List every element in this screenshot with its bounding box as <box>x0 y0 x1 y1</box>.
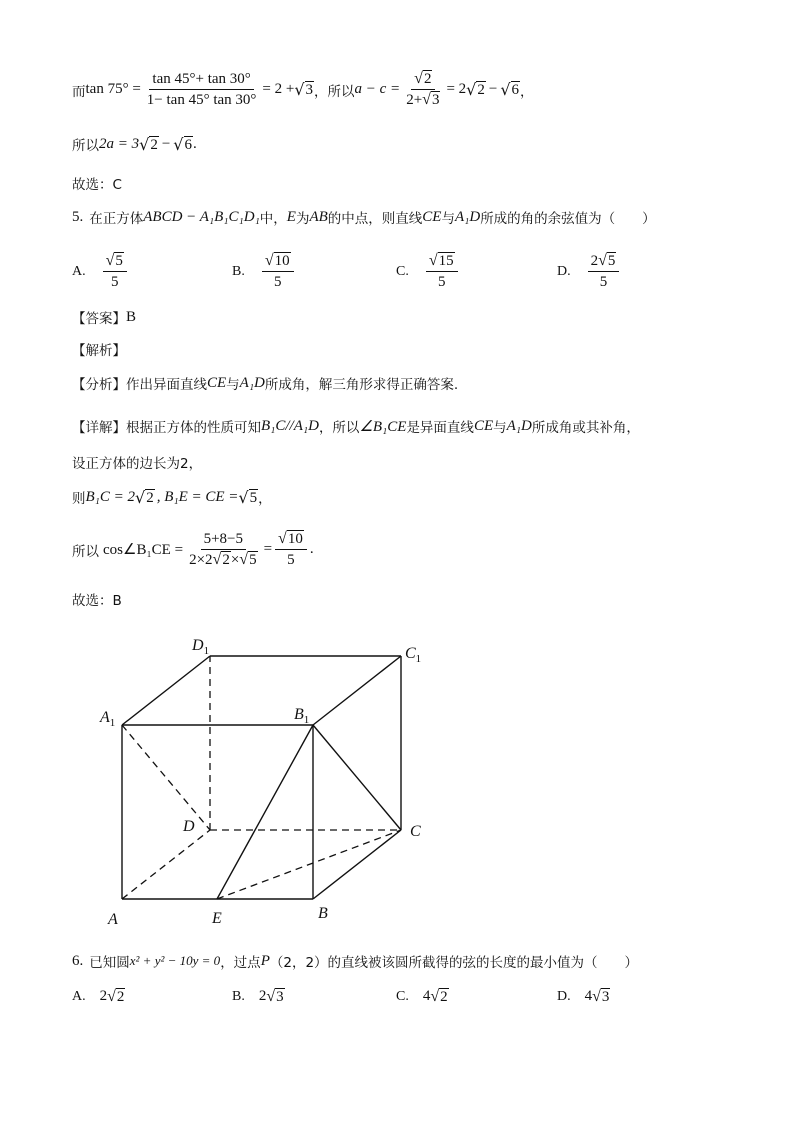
radicand: 2 <box>222 552 230 568</box>
text: 与 <box>226 377 240 393</box>
den: 5 <box>437 274 446 290</box>
fenxi-tag: 【分析】 <box>72 377 126 393</box>
answer-choice-1: 故选：C <box>72 177 122 193</box>
parallel-statement: B₁C//A₁D <box>261 417 319 434</box>
coef: 2 <box>99 988 108 1004</box>
radicand: 2 <box>423 71 432 87</box>
coef: 2 <box>258 988 267 1004</box>
text: 在正方体 <box>89 211 144 227</box>
coef: 2 <box>590 253 599 269</box>
text: . <box>193 135 197 152</box>
text: 而 <box>72 83 86 100</box>
option-label: C. <box>396 263 409 279</box>
radicand: 15 <box>438 253 454 269</box>
coef: 4 <box>422 988 431 1004</box>
text: 中， <box>259 211 287 227</box>
segment-B1-C <box>313 725 401 830</box>
q6-option-c[interactable]: C. 4 √ 2 <box>396 988 448 1005</box>
hidden-edge-A-D <box>122 830 210 899</box>
eq: = <box>263 541 273 557</box>
radicand: 2 <box>477 82 485 98</box>
text: 所以 <box>72 543 99 560</box>
q5-option-c[interactable]: C. √ 15 5 <box>396 252 461 291</box>
line-a1d: A₁D <box>506 417 532 434</box>
option-label: C. <box>396 988 409 1004</box>
cos-lhs: cos∠B₁CE = <box>103 542 184 558</box>
cube-name: ABCD − A₁B₁C₁D₁ <box>143 208 260 225</box>
line-a1d: A₁D <box>454 208 481 225</box>
text: 作出异面直线 <box>126 377 207 393</box>
q6-option-a[interactable]: A. 2 √ 2 <box>72 988 125 1005</box>
radicand: 5 <box>115 253 123 269</box>
q5-option-a[interactable]: A. √ 5 5 <box>72 252 130 291</box>
point-p: P <box>260 952 270 969</box>
radicand: 2 <box>116 989 125 1005</box>
angle: ∠B₁CE <box>359 418 407 435</box>
label-D: D <box>183 818 195 835</box>
label-A: A <box>108 911 118 928</box>
radicand: 2 <box>146 489 154 506</box>
text: 与 <box>493 420 507 436</box>
text: 为 <box>295 211 310 227</box>
question-number: 5. <box>72 208 84 225</box>
hidden-segment-A1-D <box>122 725 210 830</box>
answer-value: B <box>126 308 137 325</box>
den: 2×2 <box>189 552 213 568</box>
text: 已知圆 <box>89 955 130 971</box>
eq: = <box>128 81 141 97</box>
minus: − <box>161 135 171 152</box>
den: 5 <box>111 274 119 290</box>
text: ，过点 <box>220 955 261 971</box>
option-label: D. <box>557 988 571 1004</box>
radicand: 5 <box>607 253 616 269</box>
radicand: 3 <box>431 92 440 108</box>
ratio-fraction: √ 2 2+ √ 3 <box>406 70 440 108</box>
q5-option-d[interactable]: D. 2 √ 5 5 <box>557 252 622 291</box>
label-D1: $D_1$ <box>192 637 210 657</box>
q6-option-d[interactable]: D. 4 √ 3 <box>557 988 610 1005</box>
radicand: 5 <box>249 489 258 506</box>
numerator: tan 45°+ tan 30° <box>149 70 253 90</box>
text: . <box>309 541 314 557</box>
text: 所以 <box>72 138 99 154</box>
text: ， <box>258 491 272 507</box>
text: 的中点，则直线 <box>327 211 423 227</box>
radicand: 10 <box>287 531 303 547</box>
analysis-tag: 【解析】 <box>72 343 126 359</box>
option-label: B. <box>232 988 245 1004</box>
radicand: 3 <box>276 989 284 1005</box>
radicand: 3 <box>305 82 314 98</box>
radicand: 5 <box>249 552 257 568</box>
radicand: 6 <box>184 136 192 153</box>
sqrt: √ 6 <box>500 80 520 99</box>
sqrt: √ 3 <box>294 80 314 99</box>
text: 则 <box>72 491 86 507</box>
a-minus-c: a − c = <box>354 81 401 97</box>
sqrt: √ 5 <box>238 487 258 507</box>
option-label: D. <box>557 263 571 279</box>
edge-A1-D1 <box>122 656 210 725</box>
sqrt: √ 2 <box>466 80 485 99</box>
option-label: B. <box>232 263 245 279</box>
den: 5 <box>273 274 282 290</box>
coef: 4 <box>584 988 593 1004</box>
label-C: C <box>410 823 421 840</box>
radicand: 2 <box>440 989 448 1005</box>
label-B1: $B_1$ <box>294 706 310 726</box>
edge-B1-C1 <box>313 656 401 725</box>
answer-choice-2: 故选：B <box>72 593 122 609</box>
rhs: = 2 + <box>262 81 295 97</box>
cos-fraction: 5+8−5 2×2 √ 2 × √ 5 <box>189 531 257 568</box>
text: （2，2）的直线被该圆所截得的弦的长度的最小值为（ ） <box>269 955 639 971</box>
rhs2: = 2 <box>446 81 467 97</box>
sqrt: √ 6 <box>173 134 192 154</box>
result-fraction: √ 10 5 <box>275 530 307 569</box>
den: 5 <box>599 274 608 290</box>
minus: − <box>488 81 498 97</box>
den: 2+ <box>406 92 423 108</box>
point: E <box>286 208 296 225</box>
line-a1d: A₁D <box>239 374 265 391</box>
numerator: 5+8−5 <box>201 530 246 550</box>
circle-equation: x² + y² − 10y = 0 <box>129 953 221 968</box>
text: ，所以 <box>318 420 360 436</box>
label-B: B <box>318 905 328 922</box>
setup-line: 设正方体的边长为2， <box>72 456 203 472</box>
text: ， <box>520 83 534 100</box>
q5-option-b[interactable]: B. √ 10 5 <box>232 252 297 291</box>
radicand: 6 <box>511 82 520 98</box>
text: ，所以 <box>314 83 355 100</box>
segment: AB <box>309 208 328 225</box>
option-label: A. <box>72 988 86 1004</box>
tan75: tan 75° <box>85 81 129 97</box>
text: 是异面直线 <box>406 420 474 436</box>
xiangjie-tag: 【详解】 <box>72 420 126 436</box>
question-number: 6. <box>72 952 84 969</box>
text: 根据正方体的性质可知 <box>126 420 261 436</box>
text: 所成角，解三角形求得正确答案. <box>264 377 459 393</box>
expr: , B₁E = CE = <box>156 488 239 505</box>
sqrt: √ 2 <box>135 487 154 507</box>
text: 与 <box>441 211 455 227</box>
line-ce: CE <box>207 374 227 391</box>
text: 所成角或其补角， <box>531 420 640 436</box>
label-A1: $A_1$ <box>100 709 116 729</box>
edge-B-C <box>313 830 401 899</box>
option-label: A. <box>72 263 86 279</box>
radicand: 3 <box>601 989 610 1005</box>
question-6 <box>72 951 638 971</box>
label-E: E <box>212 910 222 927</box>
line-ce: CE <box>473 417 494 434</box>
q6-option-b[interactable]: B. 2 √ 3 <box>232 988 284 1005</box>
radicand: 10 <box>274 253 290 269</box>
times: × <box>230 552 240 568</box>
answer-tag: 【答案】 <box>72 311 126 327</box>
segment-B1-E <box>217 725 313 899</box>
den: 5 <box>287 552 295 568</box>
text: 所成的角的余弦值为（ ） <box>480 211 656 227</box>
hidden-segment-E-C <box>217 830 401 899</box>
expr: B₁C = 2 <box>85 488 136 505</box>
expr: 2a = 3 <box>99 135 140 152</box>
label-C1: $C_1$ <box>405 645 422 665</box>
line-ce: CE <box>422 208 442 225</box>
radicand: 2 <box>150 136 158 153</box>
sqrt: √ 2 <box>139 134 158 154</box>
denominator: 1− tan 45° tan 30° <box>146 92 257 108</box>
